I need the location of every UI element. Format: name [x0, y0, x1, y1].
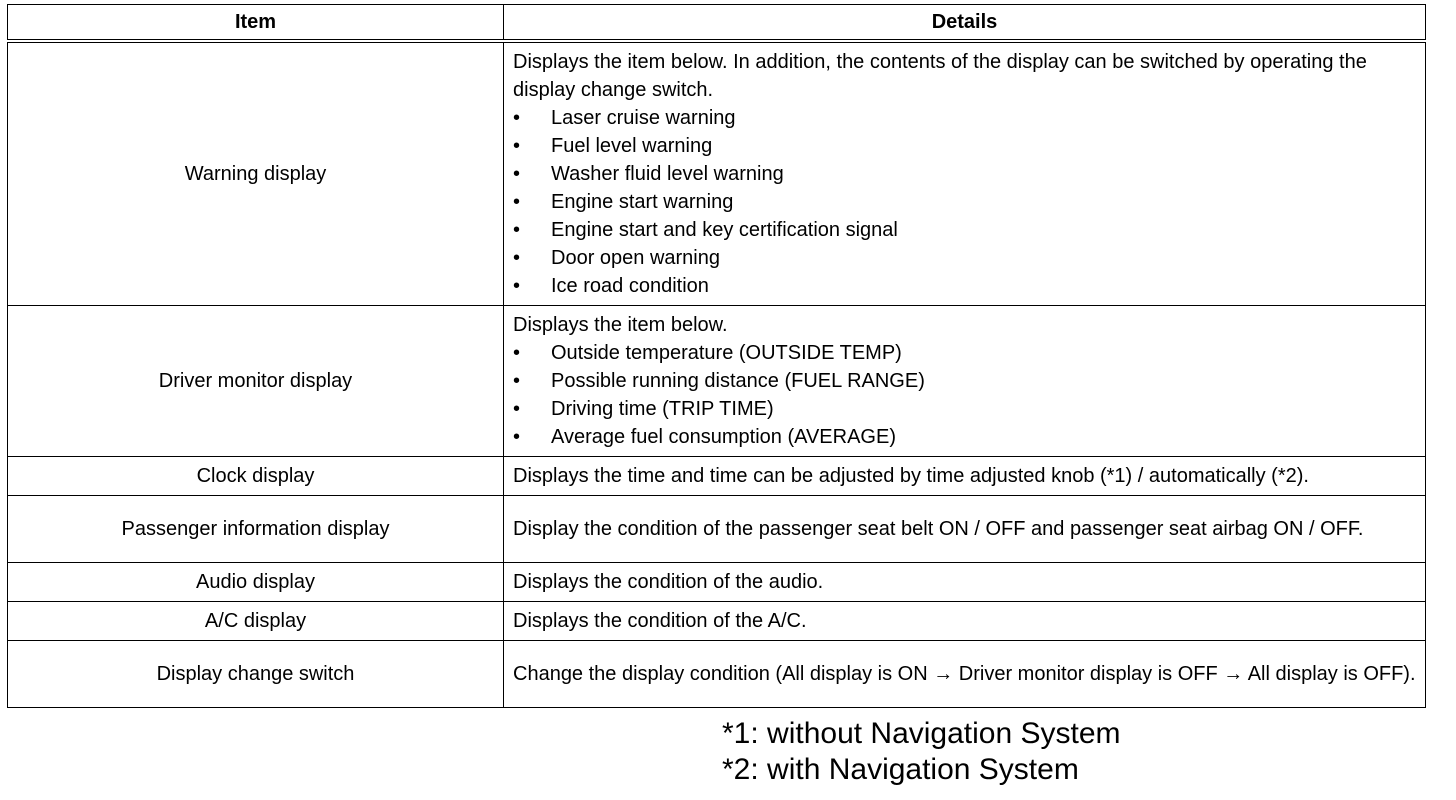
details-intro: Displays the item below.	[513, 314, 728, 336]
details-cell: Displays the condition of the A/C.	[504, 602, 1426, 641]
table-row	[8, 41, 1426, 306]
bullet-icon: •	[513, 135, 521, 157]
list-item: • Driving time (TRIP TIME)	[513, 395, 1417, 423]
table-row	[8, 641, 1426, 708]
item-cell: Clock display	[8, 457, 504, 496]
bullet-icon: •	[513, 342, 521, 364]
bullet-icon: •	[513, 370, 521, 392]
list-item: • Laser cruise warning	[513, 104, 1417, 132]
list-item: • Door open warning	[513, 244, 1417, 272]
details-intro: Displays the item below. In addition, the contents of the display can be switched by operating the display change switch.	[513, 51, 1367, 101]
bullet-icon: •	[513, 247, 521, 269]
list-item: • Washer fluid level warning	[513, 160, 1417, 188]
details-cell: Display the condition of the passenger seat belt ON / OFF and passenger seat airbag ON / OFF.	[504, 496, 1426, 563]
item-cell: Warning display	[8, 41, 504, 306]
details-cell: Displays the time and time can be adjusted by time adjusted knob (*1) / automatically (*2).	[504, 457, 1426, 496]
table-row	[8, 496, 1426, 563]
item-cell: Display change switch	[8, 641, 504, 708]
bullet-icon: •	[513, 426, 521, 448]
table-header-row	[8, 5, 1426, 42]
table-row	[8, 602, 1426, 641]
list-item: • Possible running distance (FUEL RANGE)	[513, 367, 1417, 395]
footnotes	[722, 716, 1121, 788]
list-item: • Fuel level warning	[513, 132, 1417, 160]
column-header-details: Details	[504, 5, 1426, 42]
list-item: • Engine start warning	[513, 188, 1417, 216]
table-row	[8, 306, 1426, 457]
list-item: • Ice road condition	[513, 272, 1417, 300]
footnote-2: *2: with Navigation System	[722, 753, 1079, 786]
bullet-list	[513, 104, 1417, 300]
bullet-icon: •	[513, 398, 521, 420]
list-item: • Outside temperature (OUTSIDE TEMP)	[513, 339, 1417, 367]
item-cell: Driver monitor display	[8, 306, 504, 457]
table-row	[8, 457, 1426, 496]
bullet-icon: •	[513, 107, 521, 129]
item-cell: Audio display	[8, 563, 504, 602]
item-cell: A/C display	[8, 602, 504, 641]
list-item: • Engine start and key certification signal	[513, 216, 1417, 244]
list-item: • Average fuel consumption (AVERAGE)	[513, 423, 1417, 451]
details-cell: Displays the condition of the audio.	[504, 563, 1426, 602]
bullet-icon: •	[513, 191, 521, 213]
details-cell	[504, 306, 1426, 457]
spec-table	[7, 4, 1426, 708]
footnote-1: *1: without Navigation System	[722, 717, 1121, 750]
table-row	[8, 563, 1426, 602]
column-header-item: Item	[8, 5, 504, 42]
bullet-icon: •	[513, 219, 521, 241]
bullet-list	[513, 339, 1417, 451]
details-cell	[504, 41, 1426, 306]
details-cell: Change the display condition (All display is ON → Driver monitor display is OFF → All display is OFF).	[504, 641, 1426, 708]
bullet-icon: •	[513, 275, 521, 297]
item-cell: Passenger information display	[8, 496, 504, 563]
bullet-icon: •	[513, 163, 521, 185]
